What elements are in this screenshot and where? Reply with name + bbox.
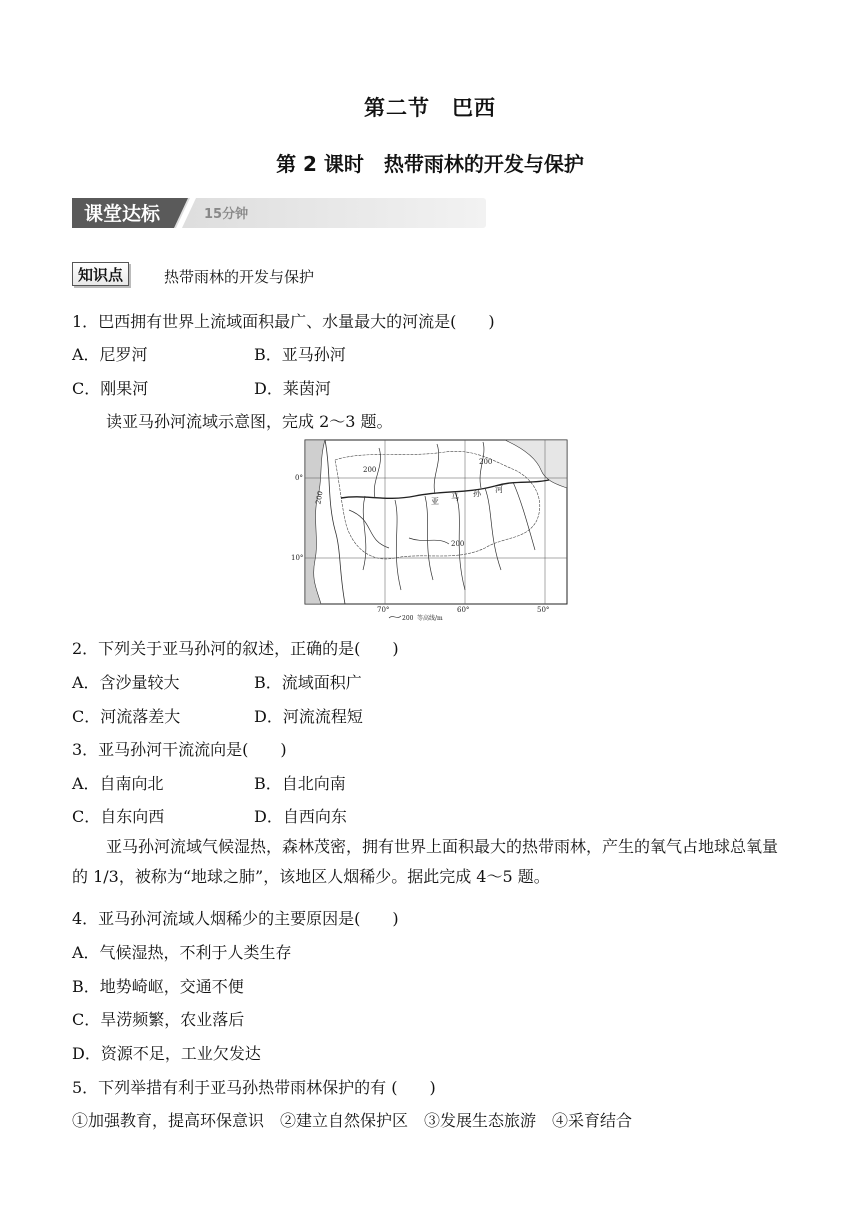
knowledge-point-tag: 知识点: [72, 262, 129, 286]
q1-stem: 1．巴西拥有世界上流域面积最广、水量最大的河流是( ): [72, 312, 495, 331]
map-lon-label: 50°: [537, 606, 550, 614]
q1-option-a: A．尼罗河: [72, 345, 148, 364]
q1-option-c: C．刚果河: [72, 379, 149, 398]
map-contour-label: 200: [479, 458, 493, 466]
banner-time: 15分钟: [204, 207, 249, 222]
map-intro: 读亚马孙河流域示意图，完成 2～3 题。: [106, 412, 393, 431]
q5-stem: 5．下列举措有利于亚马孙热带雨林保护的有 ( ): [72, 1078, 436, 1097]
q3-option-a: A．自南向北: [72, 774, 164, 793]
map-legend-text: 等高线/m: [417, 615, 443, 622]
q4-option-c: C．旱涝频繁，农业落后: [72, 1010, 245, 1029]
map-lat-label: 0°: [295, 474, 303, 482]
banner-label: 课堂达标: [84, 203, 161, 225]
q5-choices: ①加强教育，提高环保意识 ②建立自然保护区 ③发展生态旅游 ④采育结合: [72, 1111, 633, 1130]
q2-option-a: A．含沙量较大: [72, 673, 180, 692]
lesson-title: 第 2 课时 热带雨林的开发与保护: [276, 152, 584, 176]
map-lon-label: 70°: [377, 606, 390, 614]
map-river-name-char: 马: [451, 493, 459, 502]
knowledge-point-title: 热带雨林的开发与保护: [164, 268, 315, 286]
map-contour-label: 200: [314, 490, 325, 505]
amazon-basin-map: [291, 440, 567, 622]
map-lon-label: 60°: [457, 606, 470, 614]
map-contour-label: 200: [363, 466, 377, 474]
q4-stem: 4．亚马孙河流域人烟稀少的主要原因是( ): [72, 909, 399, 928]
q3-stem: 3．亚马孙河干流流向是( ): [72, 740, 287, 759]
q1-option-d: D．莱茵河: [254, 379, 331, 398]
q3-option-d: D．自西向东: [254, 807, 347, 826]
q4-option-a: A．气候湿热，不利于人类生存: [72, 943, 292, 962]
map-legend-value: 200: [402, 615, 414, 622]
q3-option-b: B．自北向南: [254, 774, 346, 793]
q2-option-d: D．河流流程短: [254, 707, 363, 726]
q3-option-c: C．自东向西: [72, 807, 165, 826]
q2-option-b: B．流域面积广: [254, 673, 362, 692]
q4-option-b: B．地势崎岖，交通不便: [72, 977, 244, 996]
map-river-name-char: 亚: [431, 497, 439, 506]
map-river-name-char: 孙: [473, 489, 481, 498]
map-river-name-char: 河: [495, 485, 503, 494]
section-title: 第二节 巴西: [364, 96, 496, 120]
knowledge-point: [72, 262, 315, 286]
q2-stem: 2．下列关于亚马孙河的叙述，正确的是( ): [72, 639, 399, 658]
class-exercise-banner: [72, 198, 486, 228]
q1-option-b: B．亚马孙河: [254, 345, 346, 364]
passage: 亚马孙河流域气候湿热，森林茂密，拥有世界上面积最大的热带雨林，产生的氧气占地球总氧量的 1/3，被称为“地球之肺”，该地区人烟稀少。据此完成 4～5 题。: [72, 837, 779, 886]
q2-option-c: C．河流落差大: [72, 707, 181, 726]
q4-option-d: D．资源不足，工业欠发达: [72, 1044, 261, 1063]
map-contour-label: 200: [451, 540, 465, 548]
map-lat-label: 10°: [291, 554, 304, 562]
